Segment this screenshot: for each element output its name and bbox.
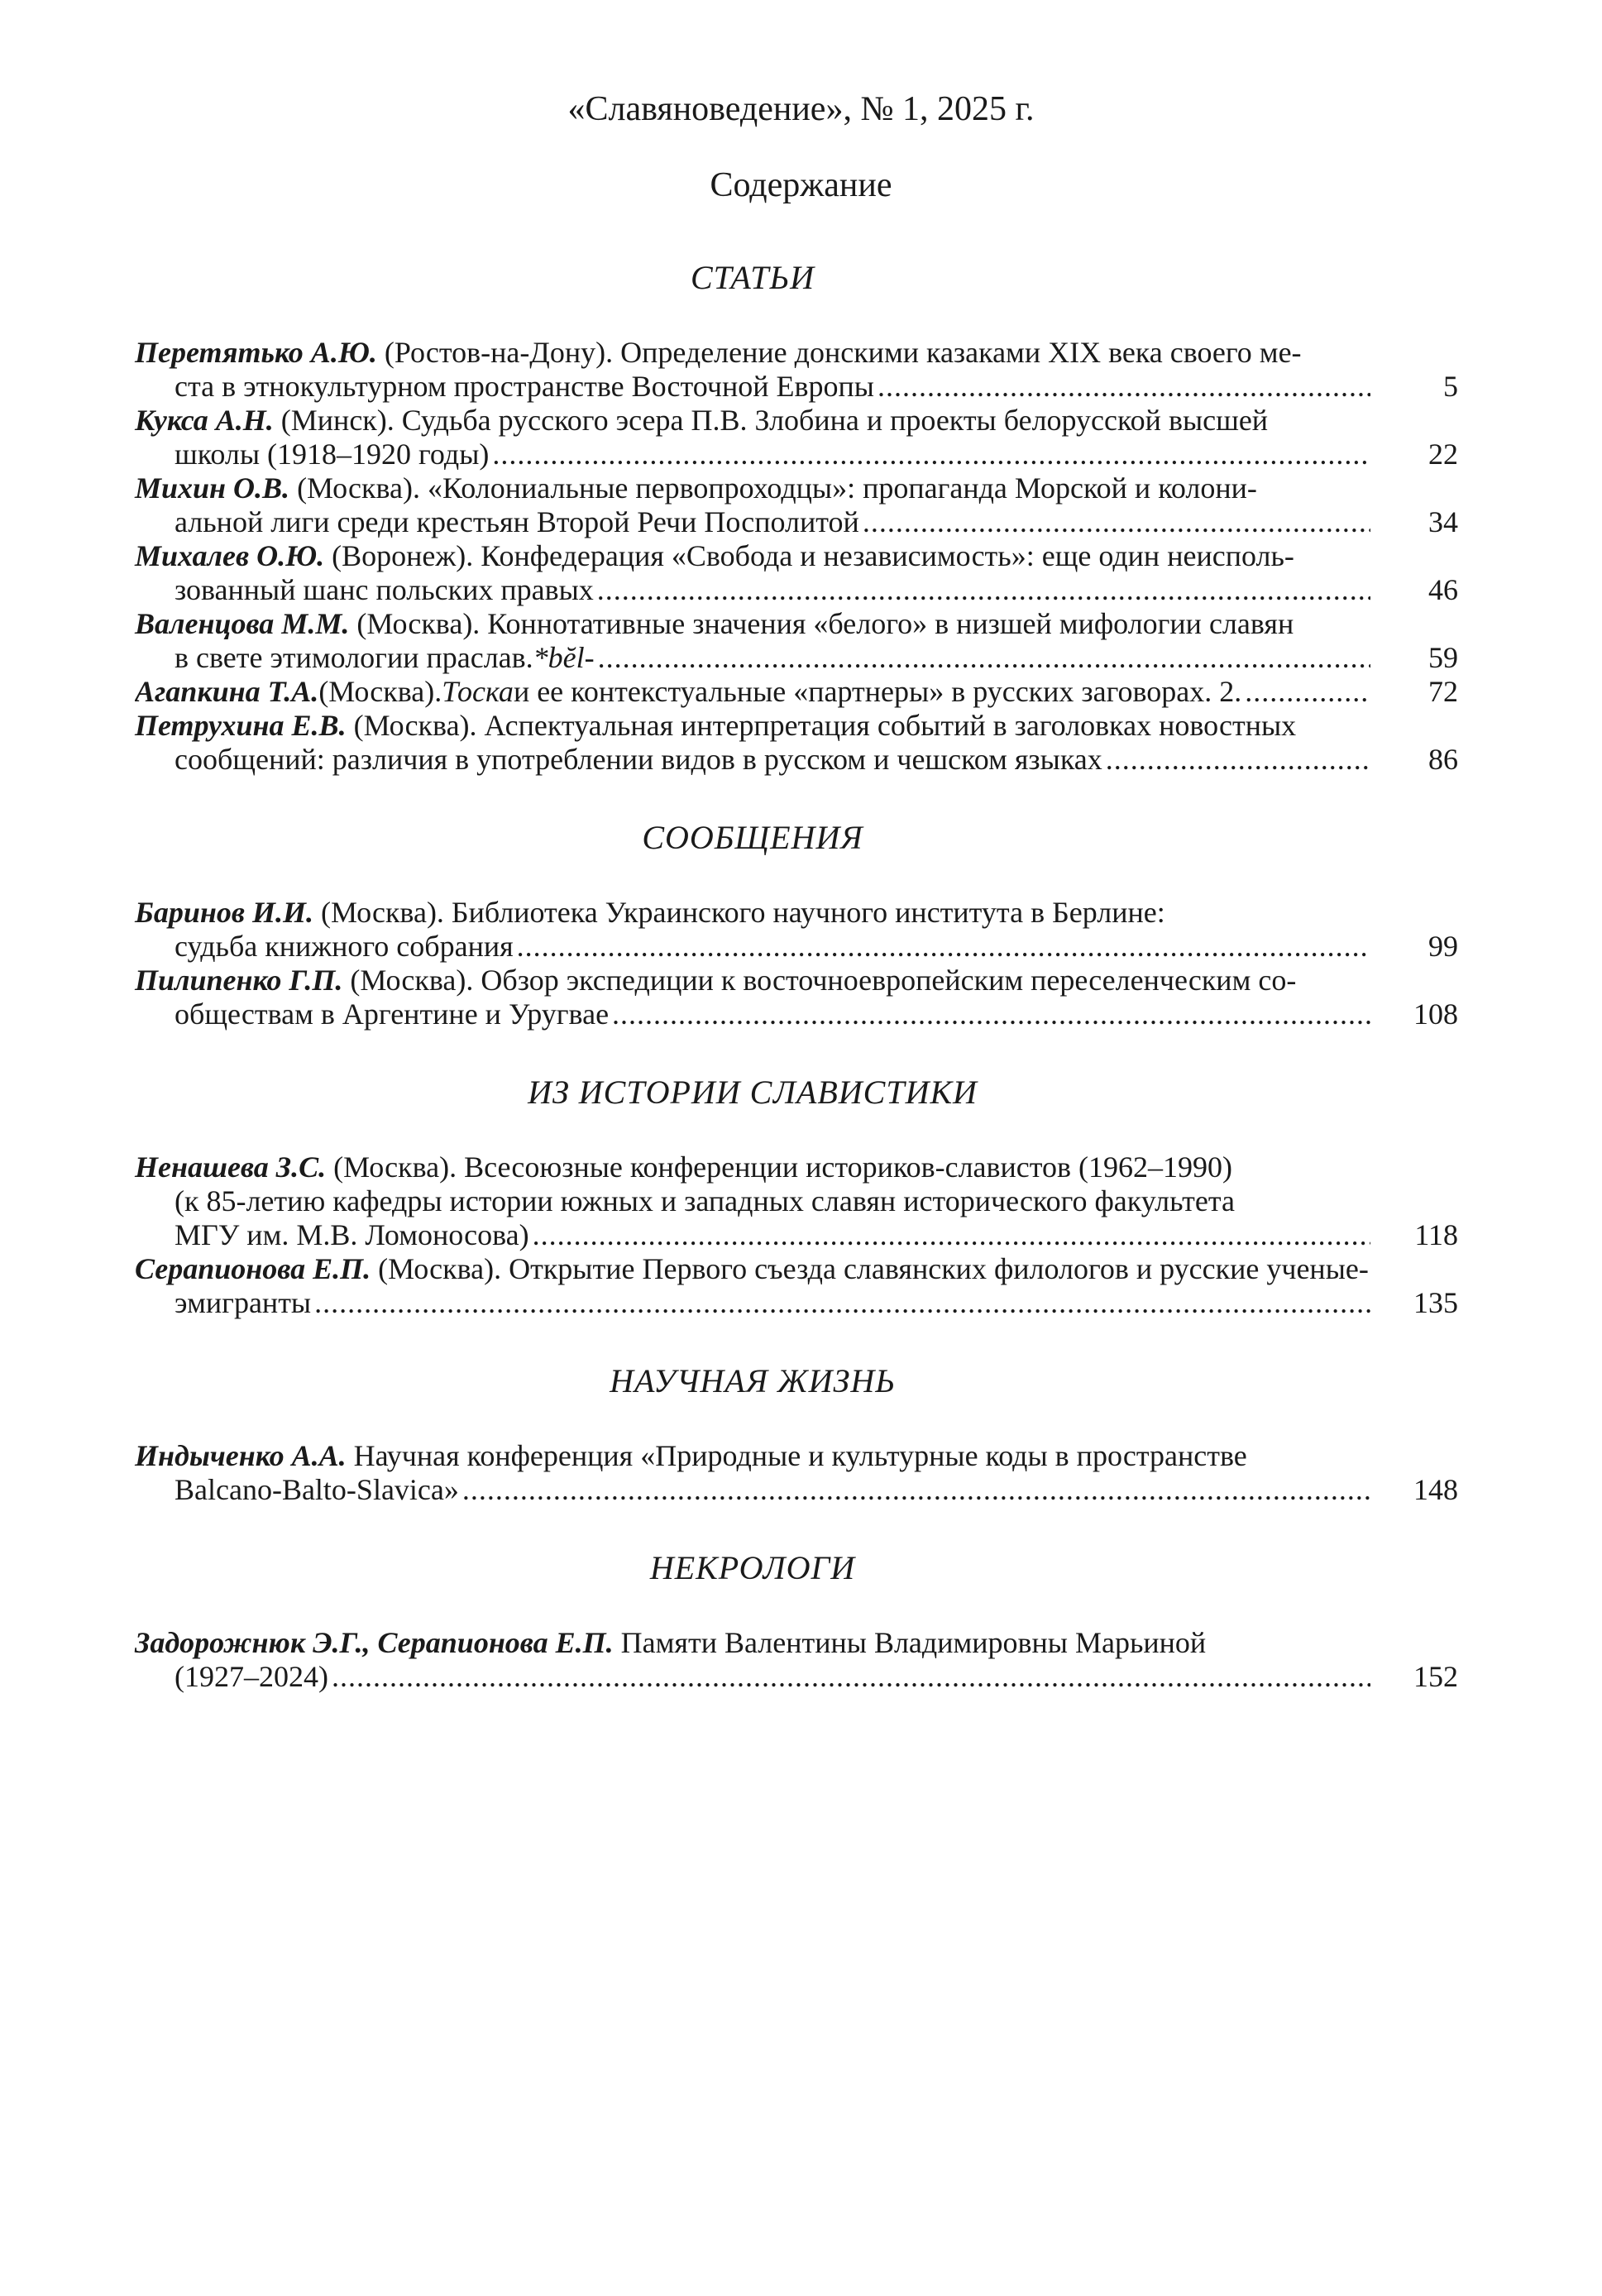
dot-leader [1245,675,1370,709]
section-history [135,1068,1458,1320]
entry-author: Задорожнюк Э.Г., Серапионова Е.П. [135,1626,614,1659]
section-scientific-life [135,1356,1458,1507]
entry-title-cont: эмигранты [175,1286,312,1319]
section-obituaries [135,1543,1458,1694]
entry-title: (Москва). Всесоюзные конференции историков-славистов (1962–1990) [326,1150,1232,1184]
dot-leader [314,1286,1370,1320]
entry-author: Кукса А.Н. [135,404,274,437]
journal-header: «Славяноведение», № 1, 2025 г. [567,90,1035,128]
entry-title: (Москва). Открытие Первого съезда славянских филологов и русские ученые- [371,1252,1369,1285]
dot-leader [1106,743,1370,777]
toc-entry[interactable] [135,336,1458,404]
entry-author: Агапкина Т.А. [135,675,319,708]
dot-leader [597,573,1370,607]
entry-title-cont: (1927–2024) [175,1660,328,1693]
entry-title-italic: Тоска [442,675,514,708]
section-articles [135,253,1458,777]
entry-author: Перетятько А.Ю. [135,336,377,369]
toc-entry[interactable] [135,471,1458,539]
entry-title: (Москва). Аспектуальная интерпретация событий в заголовках новостных [346,709,1297,742]
dot-leader [492,438,1370,471]
entry-title: (Воронеж). Конфедерация «Свобода и независимость»: еще один неисполь- [324,539,1294,572]
entry-author: Михалев О.Ю. [135,539,325,572]
toc-entry[interactable] [135,896,1458,964]
entry-title: Научная конференция «Природные и культурные коды в пространстве [346,1439,1247,1472]
dot-leader [878,370,1370,404]
table-of-contents [135,253,1458,1694]
entry-title-cont: альной лиги среди крестьян Второй Речи Посполитой [175,505,859,538]
entry-title-rest: и ее контекстуальные «партнеры» в русских заговорах. 2. [513,675,1242,708]
section-title: СООБЩЕНИЯ [642,819,863,856]
dot-leader [517,930,1370,964]
entry-author: Михин О.В. [135,471,290,505]
entry-page-number: 72 [1428,675,1458,708]
entry-author: Ненашева З.С. [135,1150,327,1184]
dot-leader [533,1218,1370,1252]
entry-title-cont: обществам в Аргентине и Уругвае [175,997,610,1031]
toc-entry[interactable] [135,1626,1458,1694]
entry-page-number: 99 [1428,930,1458,963]
entry-page-number: 152 [1413,1660,1458,1693]
entry-page-number: 86 [1428,743,1458,776]
entry-title: (Москва). «Колониальные первопроходцы»: пропаганда Морской и колони- [289,471,1257,505]
entry-title: (Москва). Библиотека Украинского научного института в Берлине: [313,896,1165,929]
entry-page-number: 22 [1428,438,1458,471]
entry-title-cont: ста в этнокультурном пространстве Восточной Европы [175,370,874,403]
section-reports [135,813,1458,1031]
toc-entry[interactable] [135,607,1458,675]
entry-title-cont: Balcano-Balto-Slavica» [175,1473,459,1506]
entry-author: Петрухина Е.В. [135,709,347,742]
entry-title-cont: школы (1918–1920 годы) [175,438,490,471]
entry-page-number: 34 [1428,505,1458,538]
toc-entry[interactable] [135,1439,1458,1507]
dot-leader [612,997,1370,1031]
toc-entry[interactable] [135,675,1458,709]
entry-page-number: 59 [1428,641,1458,674]
section-title: СТАТЬИ [690,259,815,296]
entry-title-mid: (к 85-летию кафедры истории южных и западных славян исторического факультета [175,1184,1236,1217]
entry-title: (Москва). [318,675,442,708]
entry-page-number: 148 [1413,1473,1458,1506]
entry-author: Серапионова Е.П. [135,1252,371,1285]
toc-entry[interactable] [135,1252,1458,1320]
dot-leader [332,1660,1370,1694]
entry-title: (Минск). Судьба русского эсера П.В. Злобина и проекты белорусской высшей [273,404,1269,437]
entry-author: Баринов И.И. [135,896,313,929]
dot-leader [462,1473,1370,1507]
section-title: НАУЧНАЯ ЖИЗНЬ [610,1362,896,1399]
entry-title: Памяти Валентины Владимировны Марьиной [613,1626,1207,1659]
entry-title: (Ростов-на-Дону). Определение донскими казаками XIX века своего ме- [376,336,1302,369]
entry-title-cont: МГУ им. М.В. Ломоносова) [175,1218,529,1251]
entry-title-cont: в свете этимологии прaслав. [175,641,533,674]
toc-entry[interactable] [135,964,1458,1031]
entry-title: (Москва). Коннотативные значения «белого» в низшей мифологии славян [349,607,1294,640]
entry-author: Индыченко А.А. [135,1439,347,1472]
entry-author: Валенцова М.М. [135,607,350,640]
entry-page-number: 118 [1414,1218,1458,1251]
toc-entry[interactable] [135,404,1458,471]
dot-leader [863,505,1370,539]
entry-page-number: 135 [1413,1286,1458,1319]
entry-page-number: 5 [1443,370,1458,403]
toc-entry[interactable] [135,539,1458,607]
entry-title-italic: *bĕl- [533,641,595,674]
entry-author: Пилипенко Г.П. [135,964,343,997]
contents-heading: Содержание [710,166,892,204]
section-title: НЕКРОЛОГИ [649,1549,856,1586]
entry-title-cont: сообщений: различия в употреблении видов в русском и чешском языках [175,743,1102,776]
entry-title: (Москва). Обзор экспедиции к восточноевропейским переселенческим со- [342,964,1297,997]
section-title: ИЗ ИСТОРИИ СЛАВИСТИКИ [528,1074,978,1111]
entry-page-number: 46 [1428,573,1458,606]
dot-leader [598,641,1370,675]
entry-title-cont: зованный шанс польских правых [175,573,594,606]
entry-title-cont: судьба книжного собрания [175,930,514,963]
toc-entry[interactable] [135,709,1458,777]
toc-entry[interactable] [135,1150,1458,1252]
entry-page-number: 108 [1413,997,1458,1031]
